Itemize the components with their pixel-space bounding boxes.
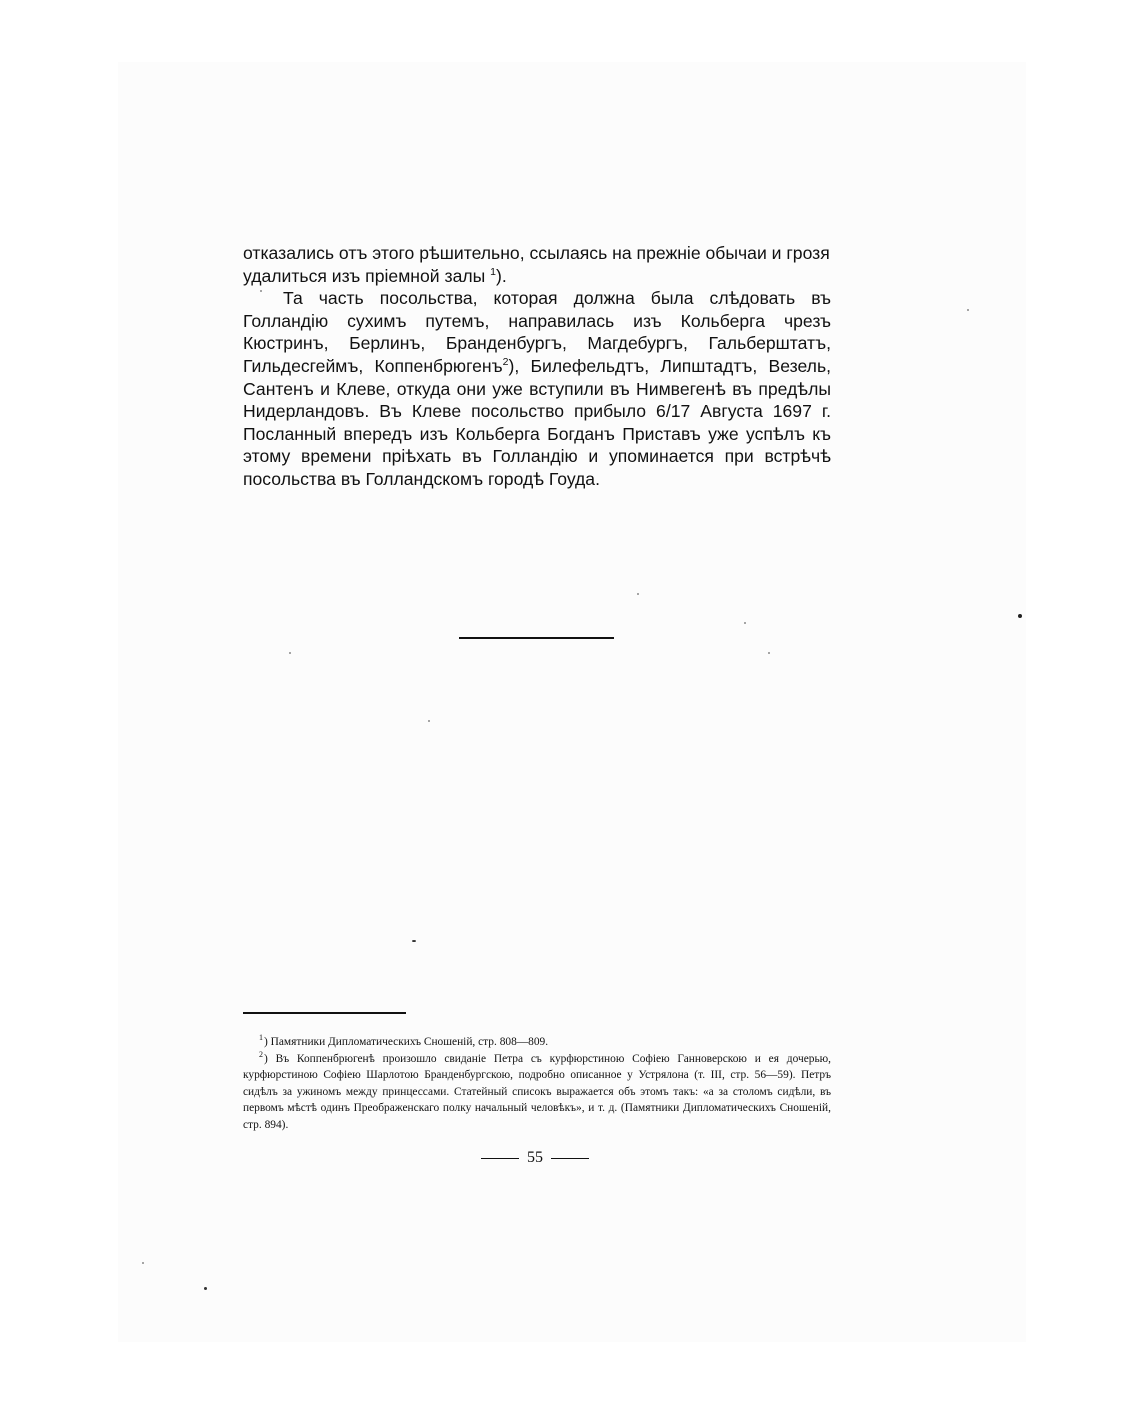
paragraph-2-part-2: ), Билефельдтъ, Липштадтъ, Везель, Сантенъ и Клеве, откуда они уже вступили въ Нимвегенѣ въ предѣлы Нидерландовъ. Въ Клеве посольство прибыло 6/17 Августа 1697 г. Посланный впередъ изъ Кольберга Богданъ Приставъ уже успѣлъ къ этому времени прiѣхать въ Голландiю и упоминается при встрѣчѣ посольства въ Голландскомъ городѣ Гоуда. [243,355,831,489]
scan-speck [204,1287,207,1290]
footnote-1 [243,1034,831,1051]
footnote-2-text: ) Въ Коппенбрюгенѣ произошло свиданiе Петра съ курфюрстиною Софiею Ганноверскою и ея дочерью, курфюрстиною Софiею Шарлотою Бранденбургскою, подробно описанное у Устрялона (т. III, стр. 56—59). Петръ сидѣлъ за ужиномъ между принцессами. Статейный списокъ выражается объ этомъ такъ: «а за столомъ сидѣли, въ первомъ мѣстѣ одинъ Преображенскаго полку начальный человѣкъ», и т. д. (Памятники Дипломатическихъ Сношенiй, стр. 894). [243,1052,831,1131]
scan-speck [289,652,291,654]
page-number-value: 55 [527,1149,543,1166]
scan-speck [428,720,430,722]
footnote-ref-2: 2 [502,356,509,369]
footnote-2-mark: 2 [259,1049,263,1059]
paragraph-1-line-2: удалиться изъ прiемной залы [243,265,491,286]
scan-speck [744,622,746,624]
footnote-2 [243,1051,831,1134]
footnote-1-mark: 1 [259,1033,263,1043]
page-number-dash-left [481,1158,519,1159]
footnote-divider [243,1012,406,1014]
scan-speck [412,940,416,942]
paragraph-2-part-1: Та часть посольства, которая должна была слѣдовать въ Голландiю сухимъ путемъ, направилась изъ Кольберга чрезъ Кюстринъ, Берлинъ, Бранденбургъ, Магдебургъ, Гальберштатъ, Гильдесгеймъ, Коппенбрюгенъ [243,288,831,376]
page-number [474,1146,596,1170]
paragraph-2 [243,287,831,490]
section-divider [459,637,614,639]
footnote-ref-1: 1 [490,265,496,278]
paragraph-1-end: ). [496,265,507,286]
paragraph-1 [243,242,831,287]
footnote-1-text: ) Памятники Дипломатическихъ Сношенiй, стр. 808—809. [264,1036,549,1048]
paragraph-1-line-1: отказались отъ этого рѣшительно, ссылаясь на прежнiе обычаи и грозя [243,243,830,263]
scan-speck [1018,614,1022,618]
scan-speck [142,1262,144,1264]
scan-speck [637,593,639,595]
scan-speck [967,309,969,311]
footnotes [243,1034,831,1134]
main-text [243,242,831,491]
scan-speck [260,290,262,292]
scan-speck [768,652,770,654]
page-number-dash-right [551,1158,589,1159]
